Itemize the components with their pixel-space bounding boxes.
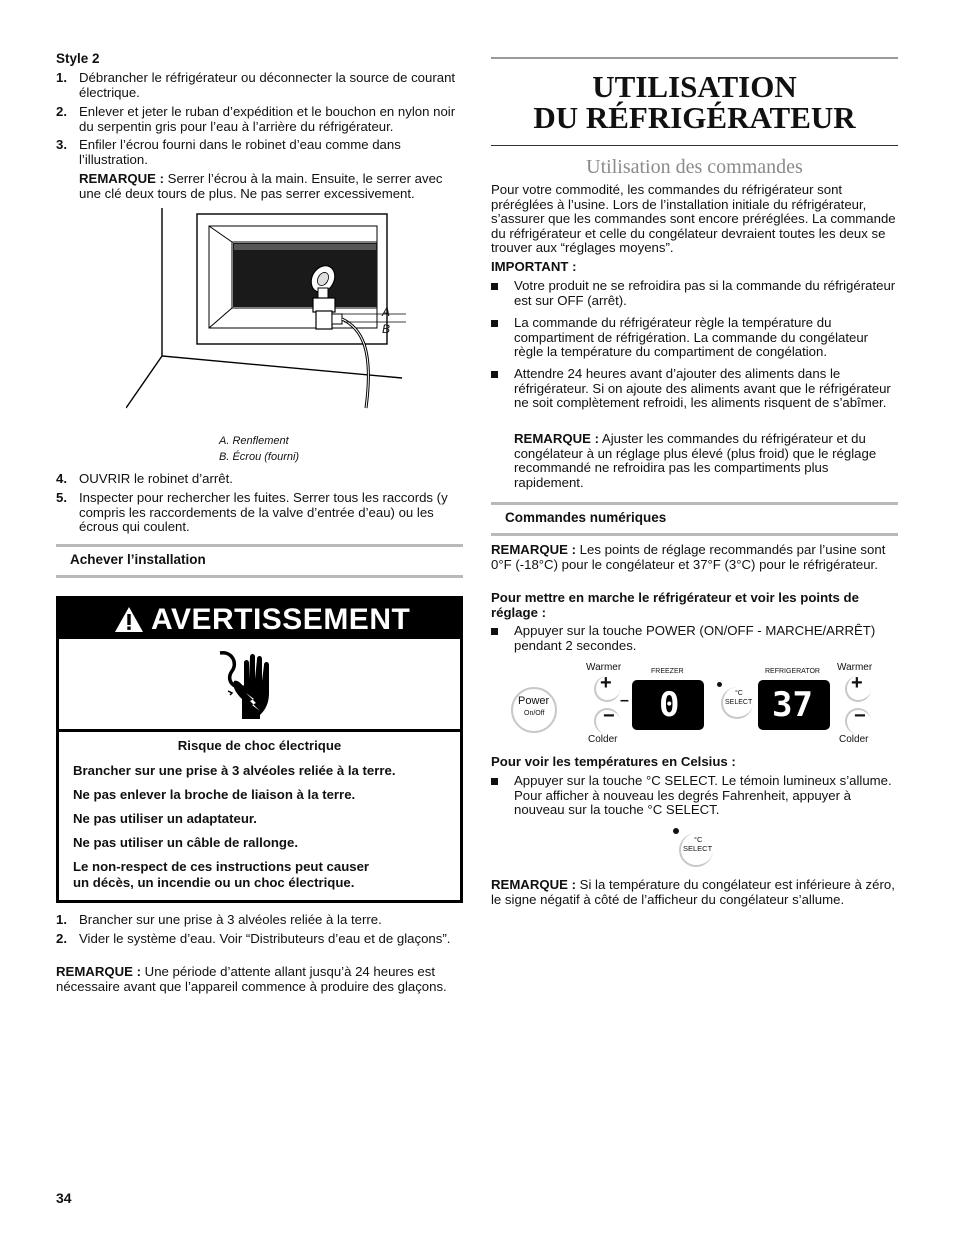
section-achever: Achever l’installation bbox=[56, 544, 463, 578]
negative-sign-indicator: – bbox=[620, 692, 629, 709]
heading-power-on: Pour mettre en marche le réfrigérateur et voir les points de réglage : bbox=[491, 590, 859, 620]
page-number: 34 bbox=[56, 1190, 72, 1206]
electric-shock-hand-icon bbox=[214, 649, 284, 721]
warning-line: Brancher sur une prise à 3 alvéoles reliée à la terre. bbox=[73, 763, 396, 778]
note-setpoints: REMARQUE : Les points de réglage recommandés par l’usine sont 0°F (-18°C) pour le congélateur et 37°F (3°C) pour le réfrigérateur. bbox=[491, 542, 886, 572]
freezer-label: FREEZER bbox=[651, 668, 684, 675]
deg-c-label: °C bbox=[694, 835, 703, 844]
freezer-colder-button[interactable] bbox=[594, 705, 620, 734]
refrigerator-colder-button[interactable] bbox=[845, 705, 871, 734]
warning-icon-area bbox=[59, 639, 460, 732]
warning-header bbox=[59, 599, 460, 639]
note-colder-settings: REMARQUE : Ajuster les commandes du réfrigérateur et du congélateur à un réglage plus élevé (plus froid) que le réglage recommandé ne refroidira pas les compartiments plus rapidement. bbox=[514, 431, 877, 490]
page-title-line2: DU RÉFRIGÉRATEUR bbox=[533, 100, 856, 135]
control-panel bbox=[491, 660, 898, 750]
celsius-indicator-light bbox=[717, 682, 722, 687]
plus-icon: + bbox=[851, 672, 863, 694]
warning-triangle-icon bbox=[114, 606, 144, 633]
important-label: IMPORTANT : bbox=[491, 259, 577, 274]
celsius-select-figure bbox=[669, 825, 719, 870]
bullet-item: Attendre 24 heures avant d’ajouter des aliments dans le réfrigérateur. Si on ajoute des aliments avant que le réfrigérateur ne soit complètement refroidi, les aliments risquent de s’abîmer. bbox=[491, 367, 898, 411]
step-item: 1. Brancher sur une prise à 3 alvéoles reliée à la terre. bbox=[56, 912, 382, 927]
title-rule-bottom bbox=[491, 145, 898, 146]
step-item: 5. Inspecter pour rechercher les fuites. Serrer tous les raccords (y compris les raccordements de la valve d’entrée d’eau) ou les écrous qui coulent. bbox=[56, 490, 448, 535]
bullet-item: Appuyer sur la touche POWER (ON/OFF - MARCHE/ARRÊT) pendant 2 secondes. bbox=[491, 624, 898, 653]
refrigerator-value: 37 bbox=[772, 685, 813, 725]
minus-icon: − bbox=[854, 705, 866, 727]
warning-line: Ne pas utiliser un adaptateur. bbox=[73, 811, 257, 826]
warning-risk: Risque de choc électrique bbox=[177, 738, 342, 753]
caption-b: B. Écrou (fourni) bbox=[219, 451, 300, 463]
section-commandes-numeriques: Commandes numériques bbox=[491, 502, 898, 536]
plus-icon: + bbox=[600, 672, 612, 694]
colder-label-left: Colder bbox=[588, 734, 618, 745]
freezer-display bbox=[632, 680, 704, 730]
warning-line: Ne pas utiliser un câble de rallonge. bbox=[73, 835, 298, 850]
deg-c-label: °C bbox=[735, 690, 743, 697]
warning-line: Le non-respect de ces instructions peut causer bbox=[73, 859, 370, 874]
label-b: B bbox=[382, 322, 391, 336]
celsius-indicator-light bbox=[673, 828, 679, 834]
style-heading: Style 2 bbox=[56, 51, 100, 66]
step-item: 4. OUVRIR le robinet d’arrêt. bbox=[56, 471, 233, 486]
page-title-line1: UTILISATION bbox=[592, 69, 797, 104]
caption-a: A. Renflement bbox=[219, 435, 289, 447]
freezer-warmer-button[interactable] bbox=[594, 672, 620, 702]
bullet-item: Votre produit ne se refroidira pas si la commande du réfrigérateur est sur OFF (arrêt). bbox=[491, 279, 898, 308]
select-label: SELECT bbox=[683, 844, 713, 853]
refrigerator-warmer-button[interactable] bbox=[845, 672, 871, 702]
warning-title: AVERTISSEMENT bbox=[151, 603, 411, 636]
warning-line: un décès, un incendie ou un choc électrique. bbox=[73, 875, 355, 890]
label-a: A bbox=[382, 305, 391, 319]
freezer-value: 0 bbox=[659, 685, 680, 725]
note-ice-wait: REMARQUE : Une période d’attente allant jusqu’à 24 heures est nécessaire avant que l’appareil commence à produire des glaçons. bbox=[56, 964, 447, 994]
select-label: SELECT bbox=[725, 699, 753, 706]
minus-icon: − bbox=[603, 705, 615, 727]
power-label: Power bbox=[518, 695, 550, 707]
refrigerator-label: REFRIGERATOR bbox=[765, 668, 820, 675]
title-rule-top bbox=[491, 57, 898, 59]
onoff-label: On/Off bbox=[524, 710, 545, 717]
intro-paragraph: Pour votre commodité, les commandes du réfrigérateur sont préréglées à l’usine. Lors de l’installation initiale du réfrigérateur, s’assurer que les commandes sont encore préréglées. La commande du réfrigérateur et celle du congélateur devraient toutes les deux se trouver aux “réglages moyens”. bbox=[491, 182, 896, 256]
step-item: 2. Enlever et jeter le ruban d’expédition et le bouchon en nylon noir du serpentin gris pour l’eau à l’arrière du réfrigérateur. bbox=[56, 104, 456, 134]
warmer-label-left: Warmer bbox=[586, 662, 622, 673]
refrigerator-display bbox=[758, 680, 830, 730]
bullet-item: Appuyer sur la touche °C SELECT. Le témoin lumineux s’allume. Pour afficher à nouveau les degrés Fahrenheit, appuyer à nouveau sur la touche °C SELECT. bbox=[491, 774, 898, 818]
warning-line: Ne pas enlever la broche de liaison à la terre. bbox=[73, 787, 356, 802]
warning-box bbox=[56, 596, 463, 903]
subtitle: Utilisation des commandes bbox=[586, 156, 803, 178]
step-item: 3. Enfiler l’écrou fourni dans le robinet d’eau comme dans l’illustration. bbox=[56, 137, 401, 167]
bullet-item: La commande du réfrigérateur règle la température du compartiment de réfrigération. La commande du congélateur règle la température du compartiment de congélation. bbox=[491, 316, 898, 360]
step-item: 1. Débrancher le réfrigérateur ou déconnecter la source de courant électrique. bbox=[56, 70, 456, 100]
note-tighten: REMARQUE : Serrer l’écrou à la main. Ensuite, le serrer avec une clé deux tours de plus. Ne pas serrer excessivement. bbox=[79, 171, 443, 201]
faucet-illustration bbox=[126, 208, 406, 410]
note-negative-sign: REMARQUE : Si la température du congélateur est inférieure à zéro, le signe négatif à côté de l’afficheur du congélateur s’allume. bbox=[491, 877, 895, 907]
step-item: 2. Vider le système d’eau. Voir “Distributeurs d’eau et de glaçons”. bbox=[56, 931, 451, 946]
warmer-label-right: Warmer bbox=[837, 662, 873, 673]
colder-label-right: Colder bbox=[839, 734, 869, 745]
heading-celsius: Pour voir les températures en Celsius : bbox=[491, 754, 736, 769]
